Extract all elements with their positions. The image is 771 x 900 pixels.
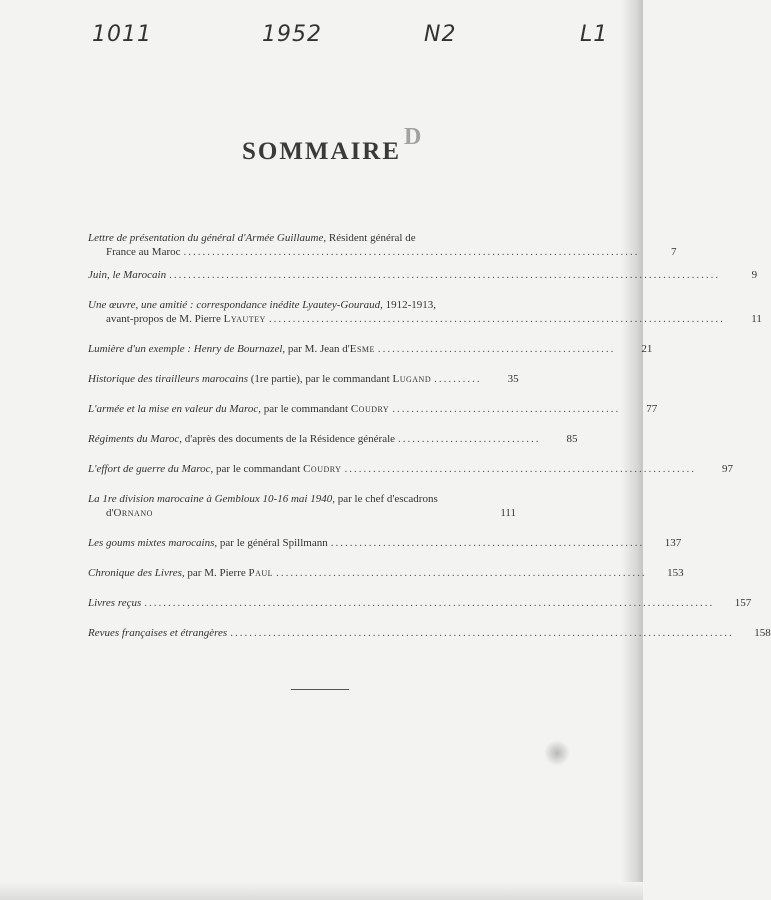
toc-entry: Les goums mixtes marocains, par le général Spillmann .................................................................. 137 (88, 537, 682, 549)
page-number: 97 (721, 463, 733, 475)
page-number: 11 (751, 313, 762, 325)
divider-rule (291, 689, 349, 690)
page-number: 21 (641, 343, 653, 355)
page-bottom-shadow (0, 882, 643, 900)
page-number: 158 (754, 627, 771, 639)
toc-entry: Livres reçus ........................................................................................................................ 157 (88, 597, 752, 609)
toc-entry: La 1re division marocaine à Gembloux 10-16 mai 1940, par le chef d'escadrons d'Ornano 111 (88, 493, 516, 519)
toc-entry: Chronique des Livres, par M. Pierre Paul .............................................................................. 153 (88, 567, 684, 579)
toc-entry: L'effort de guerre du Maroc, par le commandant Coudry .......................................................................... 97 (88, 463, 733, 475)
handwritten-note-2: 1952 (262, 22, 322, 47)
handwritten-note-1: 1011 (92, 22, 152, 47)
page-number: 7 (671, 246, 677, 258)
page-number: 85 (566, 433, 578, 445)
toc-entry: L'armée et la mise en valeur du Maroc, par le commandant Coudry ................................................ 77 (88, 403, 658, 415)
toc-entry: Juin, le Marocain .................................................................................................................... 9 (88, 269, 758, 281)
handwritten-note-4: L1 (580, 22, 609, 47)
toc-entry: Une œuvre, une amitié : correspondance inédite Lyautey-Gouraud, 1912-1913, avant-propos de M. Pierre Lyautey ................................................................................................ 11 (88, 299, 762, 325)
page-number: 157 (734, 597, 752, 609)
page-number: 137 (664, 537, 682, 549)
toc-entry: Lumière d'un exemple : Henry de Bournazel, par M. Jean d'Esme .................................................. 21 (88, 343, 653, 355)
library-stamp: D (404, 124, 422, 150)
page-number: 153 (667, 567, 684, 579)
page-title: SOMMAIRE (241, 138, 402, 165)
page-edge-shadow (621, 0, 643, 900)
toc-entry: Historique des tirailleurs marocains (1re partie), par le commandant Lugand .......... 35 (88, 373, 519, 385)
page-number: 35 (507, 373, 519, 385)
page-number: 9 (751, 269, 758, 281)
handwritten-note-3: N2 (424, 22, 457, 47)
toc-entry: Lettre de présentation du général d'Armée Guillaume, Résident général de France au Maroc ................................................................................................ 7 (88, 232, 677, 258)
page-number: 77 (646, 403, 658, 415)
toc-entry: Régiments du Maroc, d'après des documents de la Résidence générale .............................. 85 (88, 433, 578, 445)
toc-entry: Revues françaises et étrangères .......................................................................................................... 158 (88, 627, 771, 639)
page-number: 111 (500, 507, 516, 519)
table-of-contents (88, 232, 771, 641)
ink-smudge (544, 740, 570, 766)
